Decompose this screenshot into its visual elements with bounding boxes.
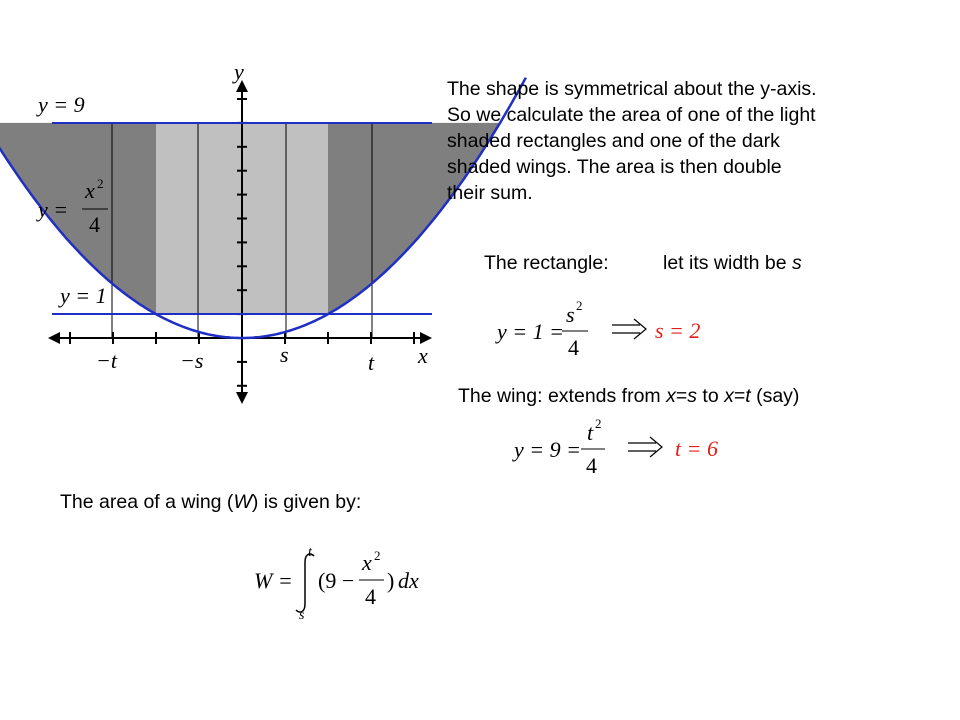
area-statement-prefix: The area of a wing ( bbox=[60, 491, 234, 513]
integrand-close: ) bbox=[387, 568, 395, 593]
y-axis-label: y bbox=[234, 59, 244, 84]
eq1-lhs: y = 1 = bbox=[497, 319, 564, 344]
integrand-numerator: x bbox=[362, 550, 372, 575]
explanation-line: their sum. bbox=[447, 182, 533, 204]
wing-x2: x bbox=[724, 385, 734, 407]
eq2-lhs: y = 9 = bbox=[514, 437, 581, 462]
rectangle-label: The rectangle: bbox=[484, 252, 609, 274]
label-curve-denominator: 4 bbox=[89, 212, 100, 237]
wing-suffix: (say) bbox=[750, 385, 800, 407]
eq1-result: s = 2 bbox=[655, 318, 701, 343]
explanation-paragraph bbox=[447, 76, 917, 206]
explanation-line: The shape is symmetrical about the y-axis. bbox=[447, 78, 817, 100]
tick-label-neg-t: −t bbox=[96, 348, 117, 373]
x-axis-arrow-left bbox=[48, 332, 60, 344]
implies-arrow-icon bbox=[628, 437, 662, 457]
integrand-denominator: 4 bbox=[365, 584, 376, 609]
eq1-denominator: 4 bbox=[568, 335, 579, 360]
eq1-numerator: s bbox=[566, 302, 575, 327]
eq2-result: t = 6 bbox=[675, 436, 718, 461]
light-rectangle-right bbox=[242, 123, 328, 314]
wing-x1: x bbox=[666, 385, 676, 407]
wing-description bbox=[458, 383, 799, 409]
eq2-exponent: 2 bbox=[595, 416, 602, 431]
differential: dx bbox=[398, 568, 419, 593]
wing-eq1: = bbox=[675, 385, 688, 407]
rectangle-note bbox=[663, 250, 802, 276]
eq2-denominator: 4 bbox=[586, 453, 597, 478]
wing-to: to bbox=[696, 385, 725, 407]
label-y-equals-1: y = 1 bbox=[60, 283, 107, 308]
explanation-line: So we calculate the area of one of the light bbox=[447, 104, 816, 126]
label-y-equals-9: y = 9 bbox=[38, 92, 85, 117]
y-axis-arrow-down bbox=[236, 392, 248, 404]
integrand-exponent: 2 bbox=[374, 548, 381, 563]
integral-lower-limit: s bbox=[299, 608, 305, 623]
explanation-line: shaded rectangles and one of the dark bbox=[447, 130, 780, 152]
area-statement-suffix: ) is given by: bbox=[251, 491, 362, 513]
wing-eq2: = bbox=[733, 385, 746, 407]
implies-arrow-icon bbox=[612, 319, 646, 339]
eq2-numerator: t bbox=[587, 420, 594, 445]
eq1-exponent: 2 bbox=[576, 298, 583, 313]
rectangle-note-var: s bbox=[791, 252, 802, 274]
integral-sign-icon bbox=[296, 554, 314, 612]
explanation-line: shaded wings. The area is then double bbox=[447, 156, 782, 178]
integral-upper-limit: t bbox=[308, 545, 312, 560]
wing-s: s bbox=[687, 385, 697, 407]
wing-prefix: The wing: extends from bbox=[458, 385, 667, 407]
x-axis-label: x bbox=[418, 343, 428, 368]
rectangle-note-text: let its width be bbox=[663, 252, 792, 274]
wing-t: t bbox=[745, 385, 751, 407]
tick-label-s: s bbox=[280, 342, 289, 367]
integral-lhs: W = bbox=[254, 568, 293, 593]
integrand-open: (9 − bbox=[318, 568, 355, 593]
tick-label-t: t bbox=[368, 350, 375, 375]
label-curve-exponent: 2 bbox=[97, 176, 104, 191]
label-curve-lhs: y = bbox=[38, 197, 69, 222]
area-statement-var: W bbox=[233, 491, 252, 513]
area-statement bbox=[60, 489, 361, 515]
light-rectangle-left bbox=[156, 123, 242, 314]
label-curve-numerator: x bbox=[85, 178, 95, 203]
tick-label-neg-s: −s bbox=[180, 348, 204, 373]
